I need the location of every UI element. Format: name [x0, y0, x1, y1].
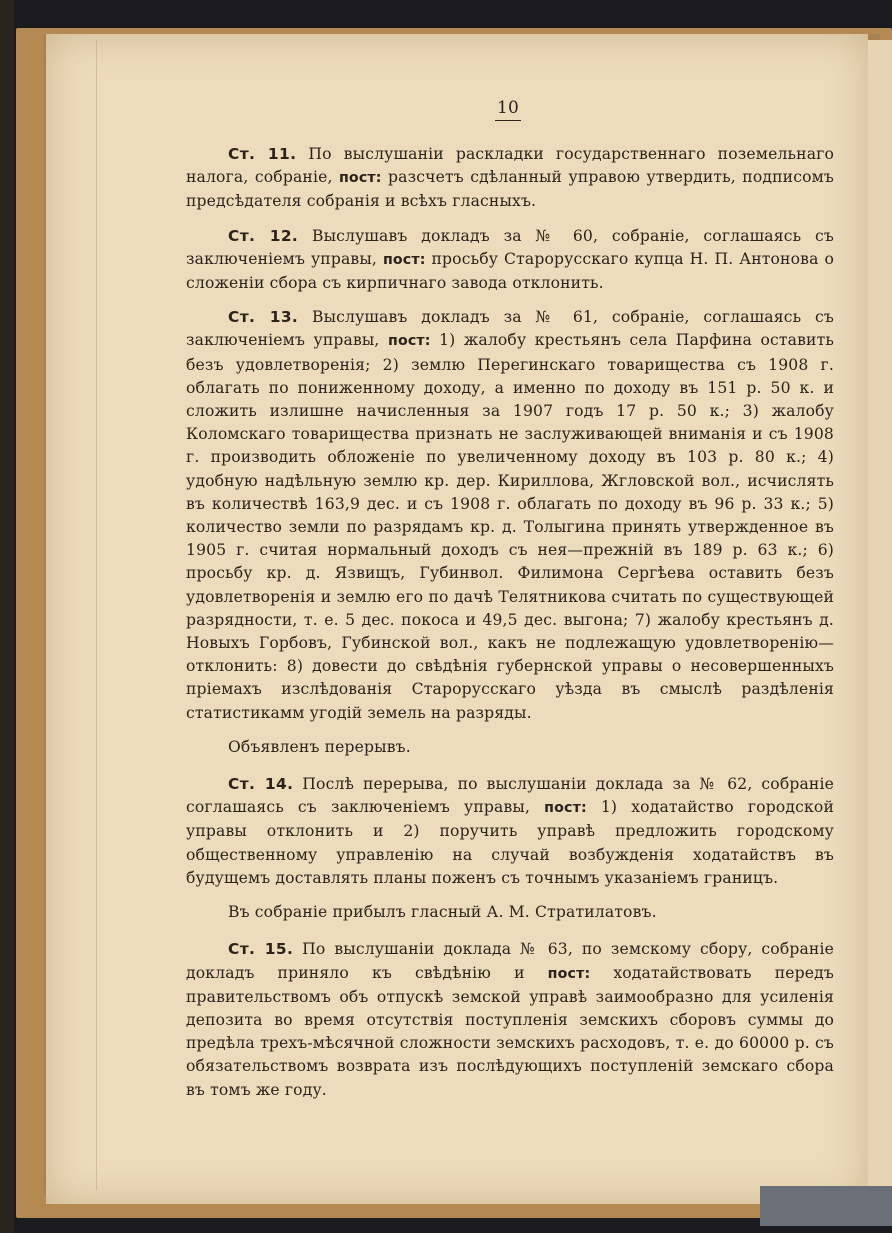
page-fold-line	[96, 40, 97, 1190]
article-text: 1) жалобу крестьянъ села Парфина оставить безъ удовлетворенія; 2) землю Перегинскаго товарищества съ 1908 г. облагать по пониженному доходу, а именно по доходу въ 151 р. 50 к. и сложить излишне начисленныя за 1907 годъ 17 р. 50 к.; 3) жалобу Коломскаго товарищества признать не заслуживающей вниманія и съ 1908 г. производить обложеніе по увеличенному доходу въ 103 р. 80 к.; 4) удобную надѣльную землю кр. дер. Кириллова, Жгловской вол., исчислять въ количествѣ 163,9 дес. и съ 1908 г. облагать по доходу въ 96 р. 33 к.; 5) количество земли по разрядамъ кр. д. Толыгина принять утвержденное въ 1905 г. считая нормальный доходъ съ нея—прежній въ 189 р. 63 к.; 6) просьбу кр. д. Язвищъ, Губинвол. Филимона Сергѣева оставить безъ удовлетворенія и землю его по дачѣ Телятникова считать по существующей разрядности, т. е. 5 дес. покоса и 49,5 дес. выгона; 7) жалобу крестьянъ д. Новыхъ Горбовъ, Губинской вол., какъ не подлежащую удовлетворенію—отклонить: 8) довести до свѣдѣнія губернской управы о несовершенныхъ пріемахъ изслѣдованія Старорусскаго уѣзда въ смыслѣ раздѣленія статистикамм угодій земель на разряды.	[186, 331, 834, 722]
break-note: Объявленъ перерывъ.	[228, 737, 411, 756]
resolution-keyword: пост:	[544, 800, 587, 817]
article-text: 1) ходатайство городской управы отклонить и 2) поручить управѣ предложить городскому общественному управленію на случай возбужденія ходатайствъ въ будущемъ доставлять планы поженъ съ точнымъ указаніемъ границъ.	[186, 798, 834, 887]
article-13	[186, 306, 834, 725]
article-12	[186, 225, 834, 296]
article-text: ходатайствовать передъ правительствомъ объ отпускѣ земской управѣ заимообразно для усиленія депозита во время отсутствія поступленія земскихъ сборовъ суммы до предѣла трехъ-мѣсячной сложности земскихъ расходовъ, т. е. до 60000 р. съ обязательствомъ возврата изъ послѣдующихъ поступленій земскаго сбора въ томъ же году.	[186, 963, 834, 1099]
article-label: Ст. 11.	[228, 145, 297, 163]
resolution-keyword: пост:	[338, 170, 382, 187]
page-number	[186, 98, 834, 121]
article-label: Ст. 12.	[228, 226, 299, 245]
article-label: Ст. 15.	[228, 940, 294, 959]
page-text	[186, 98, 834, 1113]
article-text: Выслушавъ докладъ за № 60, собраніе, соглашаясь съ заключеніемъ управы,	[186, 226, 834, 268]
page-number-value: 10	[495, 98, 521, 121]
article-text: Выслушавъ докладъ за № 61, собраніе, соглашаясь съ заключеніемъ управы,	[186, 308, 834, 350]
article-14	[186, 773, 834, 890]
resolution-keyword: пост:	[382, 251, 426, 268]
article-11	[186, 143, 834, 214]
arrival-note: Въ собраніе прибылъ гласный А. М. Стратилатовъ.	[228, 903, 657, 922]
article-15	[186, 938, 834, 1101]
article-text: Послѣ перерыва, по выслушаніи доклада за № 62, собраніе соглашаясь съ заключеніемъ управы,	[186, 775, 834, 817]
resolution-keyword: пост:	[388, 333, 431, 350]
article-label: Ст. 14.	[228, 775, 294, 794]
article-text: разсчетъ сдѣланный управою утвердить, подписомъ предсѣдателя собранія и всѣхъ гласныхъ.	[186, 168, 834, 211]
article-label: Ст. 13.	[228, 308, 299, 327]
article-text: По выслушаніи раскладки государственнаго поземельнаго налога, собраніе,	[186, 145, 834, 187]
resolution-keyword: пост:	[547, 965, 591, 982]
article-text: просьбу Старорусскаго купца Н. П. Антонова о сложеніи сбора съ кирпичнаго завода отклонить.	[186, 249, 834, 293]
binding-edge	[0, 0, 14, 1233]
bottom-corner-tape	[760, 1186, 892, 1226]
article-text: По выслушаніи доклада № 63, по земскому сбору, собраніе докладъ приняло къ свѣдѣнію и	[186, 940, 834, 982]
